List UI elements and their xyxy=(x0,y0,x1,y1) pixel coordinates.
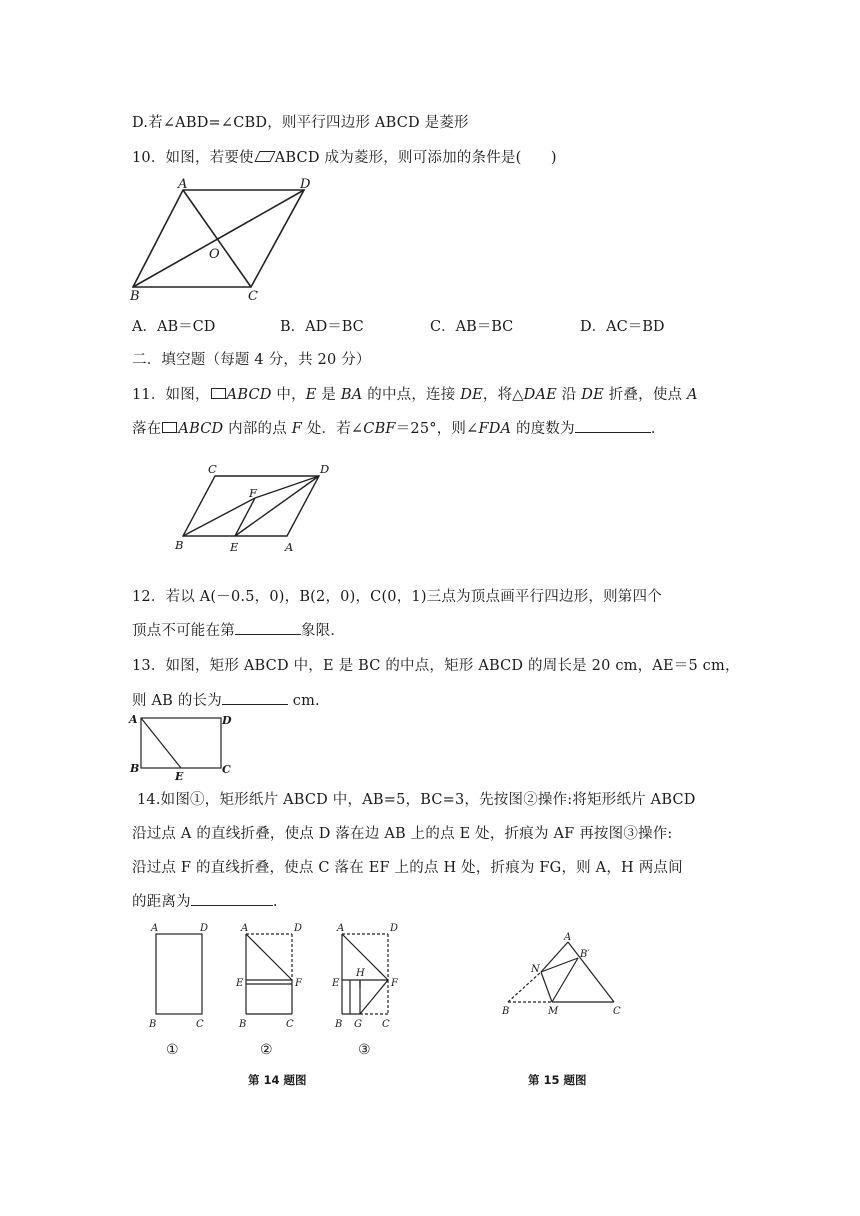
q11-text: 是 xyxy=(316,387,341,403)
q11-line1 xyxy=(132,383,698,404)
fig14-1-label-a: A xyxy=(151,923,159,934)
fig14-2-label-d: D xyxy=(294,923,303,934)
q10-stem-part: 10．如图，若要使 xyxy=(132,150,254,166)
q11-text: 的中点，连接 xyxy=(362,387,461,403)
q14-line3: 沿过点 F 的直线折叠，使点 C 落在 EF 上的点 H 处，折痕为 FG，则 A，H 两点间 xyxy=(132,860,683,876)
q11-text: CBF xyxy=(363,421,396,437)
q10-stem xyxy=(132,146,557,167)
fig14-2-label-b: B xyxy=(239,1019,247,1030)
q11-text: 内部的点 xyxy=(223,421,292,437)
q13-figure xyxy=(126,710,242,782)
fig14-caption: 第 14 题图 xyxy=(248,1073,307,1087)
q10-label-c: C xyxy=(248,289,258,304)
q11-label-b: B xyxy=(175,538,184,552)
q13-line2 xyxy=(132,689,320,710)
q11-text: DE xyxy=(460,387,483,403)
q11-label-c: C xyxy=(208,462,217,476)
fig15-diagram xyxy=(496,932,656,1018)
q11-text: E xyxy=(305,387,317,403)
q11-text: ． xyxy=(650,421,666,437)
q11-text: ＝25°，则∠ xyxy=(395,421,479,437)
q10-label-b: B xyxy=(130,289,140,304)
q11-text: 11．如图， xyxy=(132,387,210,403)
fig14-1-label-d: D xyxy=(200,923,209,934)
fig14-num-1: ① xyxy=(166,1042,179,1058)
fig14-2-label-a: A xyxy=(241,923,249,934)
q10-label-o: O xyxy=(209,247,220,262)
q12-text: 顶点不可能在第 xyxy=(132,623,235,639)
fig14-3-label-a: A xyxy=(337,923,345,934)
q13-label-c: C xyxy=(222,763,231,776)
q11-label-f: F xyxy=(249,486,257,500)
fig15-label-bp: B′ xyxy=(580,949,590,960)
q13-label-e: E xyxy=(175,770,184,783)
q14-line4 xyxy=(132,890,278,911)
q13-label-b: B xyxy=(130,762,140,775)
q11-figure xyxy=(175,462,335,554)
q11-line2 xyxy=(132,417,666,438)
q11-text: BA xyxy=(340,387,363,403)
q11-text: 落在 xyxy=(132,421,162,437)
fig15-label-m: M xyxy=(548,1006,559,1017)
answer-blank[interactable] xyxy=(235,620,301,635)
q11-label-d: D xyxy=(320,462,330,476)
fig15-label-c: C xyxy=(613,1006,621,1017)
fig14-diagram-2 xyxy=(236,918,316,1030)
q13-text: 则 AB 的长为 xyxy=(132,693,222,709)
q11-text: 折叠，使点 xyxy=(603,387,688,403)
q11-text: F xyxy=(291,421,303,437)
q10-figure xyxy=(128,176,328,304)
answer-blank[interactable] xyxy=(575,418,651,433)
q11-text: 的度数为 xyxy=(511,421,575,437)
fig14-1-label-b: B xyxy=(149,1019,157,1030)
fig15-label-a: A xyxy=(564,932,572,943)
q11-text: DE xyxy=(581,387,604,403)
q9-option-d: D.若∠ABD=∠CBD，则平行四边形 ABCD 是菱形 xyxy=(132,115,469,131)
q11-text: 中， xyxy=(271,387,306,403)
q13-label-a: A xyxy=(129,713,138,726)
q13-label-d: D xyxy=(222,714,232,727)
fig15-label-n: N xyxy=(531,964,540,975)
q11-text: ABCD xyxy=(226,387,272,403)
q10-label-a: A xyxy=(178,177,188,192)
fig14-diagram-3 xyxy=(332,918,412,1030)
fig14-2-label-e: E xyxy=(236,978,244,989)
q11-text: ，将△ xyxy=(482,387,524,403)
q14-text: . xyxy=(272,894,278,910)
q11-text: FDA xyxy=(478,421,512,437)
answer-blank[interactable] xyxy=(191,891,273,906)
fig14-3-label-d: D xyxy=(390,923,399,934)
fig14-3-label-f: F xyxy=(391,978,398,989)
q13-text: cm. xyxy=(287,693,320,709)
q10-label-d: D xyxy=(300,177,311,192)
fig14-3-label-g: G xyxy=(354,1019,362,1030)
q10-stem-part: ABCD 成为菱形，则可添加的条件是( ) xyxy=(274,150,557,166)
q10-option-a: A．AB＝CD xyxy=(132,319,216,335)
q13-line1: 13．如图，矩形 ABCD 中，E 是 BC 的中点，矩形 ABCD 的周长是 20 cm，AE＝5 cm， xyxy=(132,658,740,674)
q12-line2 xyxy=(132,619,345,640)
q11-text: ABCD xyxy=(178,421,224,437)
q11-text: 处．若∠ xyxy=(302,421,364,437)
fig14-3-label-h: H xyxy=(356,968,365,979)
parallelogram-symbol-icon xyxy=(162,422,177,433)
fig14-2-label-f: F xyxy=(295,978,302,989)
q10-option-d: D．AC＝BD xyxy=(580,319,665,335)
fig15-label-b: B xyxy=(502,1006,510,1017)
q10-option-b: B．AD＝BC xyxy=(280,319,364,335)
q12-text: 象限． xyxy=(300,623,346,639)
section-heading: 二．填空题（每题 4 分，共 20 分） xyxy=(132,352,371,368)
fig14-1-label-c: C xyxy=(196,1019,204,1030)
answer-blank[interactable] xyxy=(222,690,288,705)
fig14-num-3: ③ xyxy=(358,1042,371,1058)
parallelogram-symbol-icon xyxy=(211,388,226,399)
q11-text: DAE xyxy=(523,387,557,403)
q11-label-e: E xyxy=(230,540,239,554)
fig14-2-label-c: C xyxy=(286,1019,294,1030)
q14-line1: 14.如图①，矩形纸片 ABCD 中，AB=5，BC=3，先按图②操作:将矩形纸片 ABCD xyxy=(137,792,696,808)
q11-label-a: A xyxy=(285,540,294,554)
q14-text: 的距离为 xyxy=(132,894,191,910)
fig14-num-2: ② xyxy=(260,1042,273,1058)
q14-line2: 沿过点 A 的直线折叠，使点 D 落在边 AB 上的点 E 处，折痕为 AF 再按图③操作: xyxy=(132,826,673,842)
fig14-3-label-e: E xyxy=(332,978,340,989)
fig14-3-label-c: C xyxy=(382,1019,390,1030)
fig14-3-label-b: B xyxy=(335,1019,343,1030)
parallelogram-symbol-icon xyxy=(254,151,275,162)
q10-option-c: C．AB＝BC xyxy=(430,319,514,335)
fig14-diagram-1 xyxy=(146,918,216,1030)
q11-text: 沿 xyxy=(556,387,582,403)
q12-line1: 12．若以 A(－0.5，0)，B(2，0)，C(0，1)三点为顶点画平行四边形，则第四个 xyxy=(132,589,662,605)
fig15-caption: 第 15 题图 xyxy=(528,1073,587,1087)
q11-text: A xyxy=(687,387,698,403)
